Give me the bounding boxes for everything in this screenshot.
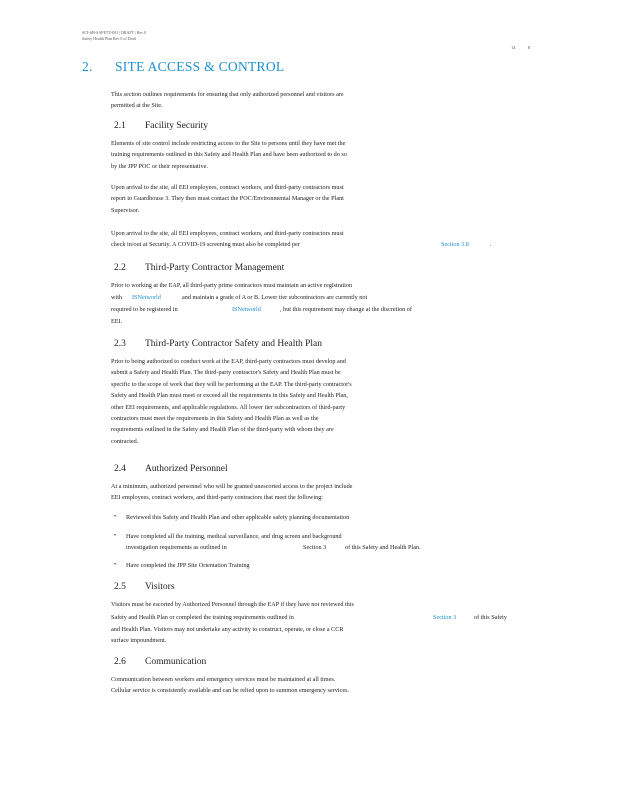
paragraph-2-1-b: Upon arrival to the site, all EEI employees, contract workers, and third-party contractors must report to Guardhouse 3. They then must contact the POC/Environmental Manager or the Plant Supervisor. (111, 184, 344, 214)
page-number: 14 8 (511, 45, 530, 50)
bullet-icon: • (114, 533, 117, 539)
header-line-2: Safety Health Plan Rev 0 of Draft (82, 36, 137, 41)
paragraph-2-2-line-3-a: required to be registered in (111, 306, 178, 313)
paragraph-2-5-line-2-a: Safety and Health Plan or completed the training requirements outlined in (111, 614, 294, 621)
paragraph-2-1-a: Elements of site control include restricting access to the Site to persons until they have met the training requirements outlined in this Safety and Health Plan and have been authorized to do so by the JPP POC or their representative. (111, 140, 347, 170)
subsection-heading-2-2: 2.2 Third-Party Contractor Management (114, 263, 285, 273)
paragraph-2-2-line-2-a: with (111, 294, 123, 301)
section-3-link-1[interactable]: Section 3 (303, 544, 327, 551)
section-heading (82, 59, 284, 75)
paragraph-2-6: Communication between workers and emergency services must be maintained at all times. Cellular service is consistently available and can be relied upon to summon emergency services. (111, 676, 350, 695)
isnetworld-link-2[interactable]: ISNetworld (232, 306, 261, 313)
paragraph-2-1-c-end: . (490, 241, 492, 248)
paragraph-2-1-c: Upon arrival to the site, all EEI employees, contract workers, and third-party contractors must check in/out at Security. A COVID-19 screening must also be completed per (111, 230, 344, 249)
paragraph-2-2-line-3-b: , but this requirement may change at the discretion of (280, 306, 412, 313)
subsection-heading-2-4: 2.4 Authorized Personnel (114, 464, 228, 474)
section-intro: This section outlines requirements for ensuring that only authorized personnel and visitors are permitted at the Site. (111, 91, 344, 110)
paragraph-2-3: Prior to being authorized to conduct work at the EAP, third-party contractors must develop and submit a Safety and Health Plan. The third-party contractor's Safety and Health Plan must be specific to the scope of work that they will be performing at the EAP. The third-party contractor's Safety and Health Plan must meet or exceed all the requirements in this Safety and Health Plan, other EEI requirements, and applicable regulations. All lower tier subcontractors of third-party contractors must meet the requirements in this Safety and Health Plan as well as the requirements outlined in the Safety and Health Plan of the third-party with whom they are contracted. (111, 358, 352, 445)
document-header (82, 30, 146, 42)
section-title: SITE ACCESS & CONTROL (115, 59, 285, 74)
bullet-icon: • (114, 514, 117, 520)
paragraph-2-2-line-4: EEI. (111, 318, 123, 325)
paragraph-2-5-line-4: surface impoundment. (111, 637, 167, 644)
bullet-icon: • (114, 562, 117, 568)
bullet-item-2-line-2-b: of this Safety and Health Plan. (345, 544, 421, 551)
bullet-item-2-line-2-a: investigation requirements as outlined in (126, 544, 227, 551)
header-line-1: SLT-SH-SAFETY-001 | DRAFT | Rev 0 (82, 30, 147, 35)
paragraph-2-2-line-1: Prior to working at the EAP, all third-party prime contractors must maintain an active registration (111, 282, 353, 289)
section-3-8-link[interactable]: Section 3.8 (441, 241, 469, 248)
paragraph-2-5-line-3: and Health Plan. Visitors may not undertake any activity to construct, operate, or close a CCR (111, 626, 344, 633)
paragraph-2-4-intro: At a minimum, authorized personnel who will be granted unescorted access to the project include EEI employees, contract workers, and third-party contractors that meet the following: (111, 483, 353, 502)
isnetworld-link-1[interactable]: ISNetworld (132, 294, 161, 301)
subsection-heading-2-1: 2.1 Facility Security (114, 121, 209, 131)
section-3-link-2[interactable]: Section 3 (433, 614, 457, 621)
paragraph-2-5-line-2-b: of this Safety (474, 614, 507, 621)
subsection-heading-2-6: 2.6 Communication (114, 657, 207, 667)
subsection-heading-2-5: 2.5 Visitors (114, 582, 175, 592)
paragraph-2-5-line-1: Visitors must be escorted by Authorized Personnel through the EAP if they have not reviewed this (111, 601, 354, 608)
section-number: 2. (82, 59, 93, 74)
document-page: SLT-SH-SAFETY-001 | DRAFT | Rev 0 Safety Health Plan Rev 0 of Draft 14 8 2. SITE ACCESS & CONTROL This section outlines requirements for ensuring that only authorized personnel and visitors are permitted at the Site. 2.1 Facility Security Elements of site control include restricting access to the Site to persons until they have met the training requirements outlined in this Safety and Health Plan and have been authorized to do so by the JPP POC or their representative. Upon arrival to the site, all EEI employees, contract workers, and third-party contractors must report to Guardhouse 3. They then must contact the POC/Environmental Manager or the Plant Supervisor. Upon arrival to the site, all EEI employees, contract workers, and third-party contractors must check in/out at Security. A COVID-19 screening must also be completed per Section 3.8 . 2.2 Third-Party Contractor Management Prior to working at the EAP, all third-party prime contractors must maintain an active registration with ISNetworld and maintain a grade of A or B. Lower tier subcontractors are currently not required to be registered in ISNetworld , but this requirement may change at the discretion of EEI. 2.3 Third-Party Contractor Safety and Health Plan Prior to being authorized to conduct work at the EAP, third-party contractors must develop and submit a Safety and Health Plan. The third-party contractor's Safety and Health Plan must be specific to the scope of work that they will be performing at the EAP. The third-party contractor's Safety and Health Plan must meet or exceed all the requirements in this Safety and Health Plan, other EEI requirements, and applicable regulations. All lower tier subcontractors of third-party contractors must meet the requirements in this Safety and Health Plan as well as the requirements outlined in the Safety and Health Plan of the third-party with whom they are contracted. 2.4 Authorized Personnel At a minimum, authorized personnel who will be granted unescorted access to the project include EEI employees, contract workers, and third-party contractors that meet the following: • Reviewed this Safety and Health Plan and other applicable safety planning documentation • Have completed all the training, medical surveillance, and drug screen and background investigation requirements as outlined in Section 3 of this Safety and Health Plan. • Have completed the JPP Site Orientation Training 2.5 Visitors Visitors must be escorted by Authorized Personnel through the EAP if they have not reviewed this Safety and Health Plan or completed the training requirements outlined in Section 3 of this Safety and Health Plan. Visitors may not undertake any activity to construct, operate, or close a CCR surface impoundment. 2.6 Communication Communication between workers and emergency services must be maintained at all times. Cellular service is consistently available and can be relied upon to summon emergency services. (0, 0, 618, 800)
subsection-heading-2-3: 2.3 Third-Party Contractor Safety and Health Plan (114, 339, 323, 349)
paragraph-2-2-line-2-b: and maintain a grade of A or B. Lower tier subcontractors are currently not (182, 294, 368, 301)
